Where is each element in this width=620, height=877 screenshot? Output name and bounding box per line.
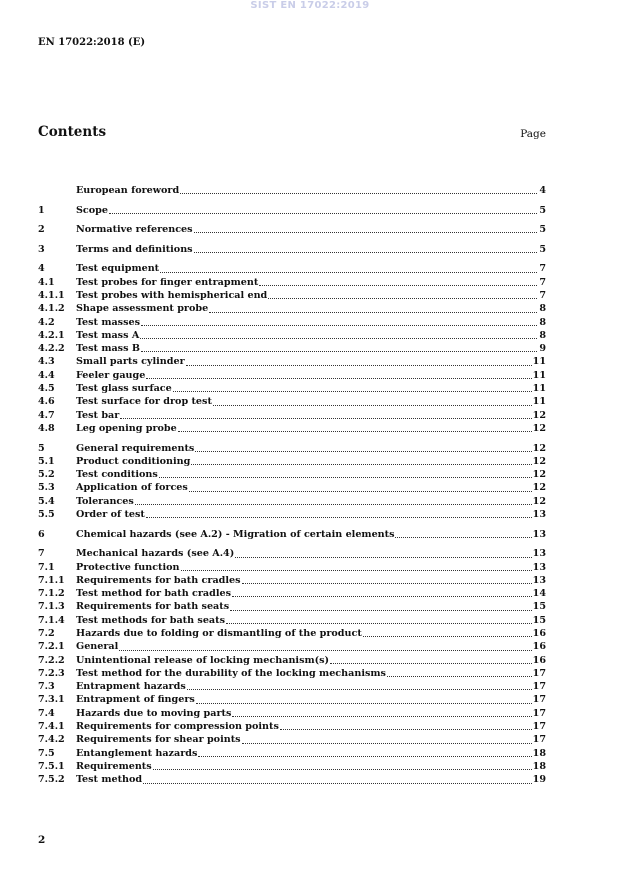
toc-entry[interactable] [38,395,546,408]
toc-entry[interactable] [38,468,546,481]
dot-leader [232,716,531,717]
toc-entry-label: Entanglement hazards [76,747,198,759]
toc-entry-page: 5 [539,224,546,236]
toc-entry-number: 2 [38,224,45,236]
toc-entry[interactable] [38,481,546,494]
page-column-label: Page [520,128,546,140]
toc-entry-number: 7.2 [38,627,55,639]
toc-entry-page: 17 [532,667,546,679]
toc-entry-label: Test mass B [76,343,140,355]
toc-entry-label: Requirements for bath seats [76,601,230,613]
toc-entry-label: Tolerances [76,495,134,507]
toc-entry-label: General [76,641,119,653]
toc-entry-page: 13 [532,574,546,586]
dot-leader [135,504,532,505]
dot-leader [191,464,531,465]
dot-leader [242,583,532,584]
toc-entry-page: 8 [539,329,546,341]
dot-leader [194,232,537,233]
toc-entry-number: 4.2 [38,316,55,328]
toc-entry-number: 7.1.3 [38,601,65,613]
toc-entry-number: 7.4 [38,707,55,719]
toc-entry-label: Requirements for shear points [76,734,241,746]
toc-entry-number: 7.2.1 [38,641,65,653]
toc-entry-number: 1 [38,204,45,216]
toc-entry-label: Normative references [76,224,193,236]
toc-entry-number: 7.1.2 [38,588,65,600]
toc-entry-number: 7.1.4 [38,614,65,626]
toc-entry-label: Test method for bath cradles [76,588,231,600]
dot-leader [196,703,532,704]
toc-entry[interactable] [38,276,546,289]
dot-leader [195,451,531,452]
toc-entry[interactable] [38,640,546,653]
toc-entry-label: Requirements for compression points [76,721,279,733]
toc-entry[interactable] [38,693,546,706]
toc-entry-number: 7.3 [38,681,55,693]
dot-leader [213,405,532,406]
toc-entry[interactable] [38,680,546,693]
toc-entry-number: 3 [38,243,45,255]
dot-leader [140,338,537,339]
toc-entry-label: Product conditioning [76,455,191,467]
dot-leader [232,596,532,597]
toc-entry-number: 7.5 [38,747,55,759]
toc-entry-label: Test mass A [76,329,140,341]
toc-entry[interactable] [38,422,546,435]
toc-entry-page: 12 [532,409,546,421]
toc-entry-number: 5.4 [38,495,55,507]
toc-entry-label: Requirements [76,760,152,772]
toc-entry-label: Order of test [76,509,145,521]
dot-leader [160,272,537,273]
toc-entry-label: Test equipment [76,263,160,275]
toc-entry-number: 7.3.1 [38,694,65,706]
dot-leader [159,477,532,478]
toc-entry-number: 7.1 [38,561,55,573]
toc-entry-number: 4.5 [38,383,55,395]
toc-entry-label: Hazards due to moving parts [76,707,232,719]
toc-entry-label: Shape assessment probe [76,303,209,315]
toc-entry-number: 4.1.1 [38,289,65,301]
dot-leader [363,636,532,637]
toc-entry-number: 4.8 [38,422,55,434]
toc-entry-label: Small parts cylinder [76,356,185,368]
toc-entry-number: 4.3 [38,356,55,368]
dot-leader [259,285,537,286]
toc-entry[interactable] [38,614,546,627]
toc-entry-page: 11 [532,396,546,408]
toc-entry[interactable] [38,342,546,355]
dot-leader [119,650,531,651]
toc-entry[interactable] [38,355,546,368]
toc-entry-number: 5.1 [38,455,55,467]
dot-leader [109,213,537,214]
toc-entry[interactable] [38,528,546,541]
document-id: EN 17022:2018 (E) [38,37,146,48]
toc-entry-page: 19 [532,774,546,786]
dot-leader [226,623,532,624]
toc-entry[interactable] [38,627,546,640]
dot-leader [146,378,531,379]
dot-leader [387,676,532,677]
toc-entry[interactable] [38,574,546,587]
toc-entry-page: 17 [532,734,546,746]
toc-entry-label: Test glass surface [76,383,172,395]
dot-leader [146,517,532,518]
dot-leader [186,365,532,366]
toc-entry[interactable] [38,547,546,560]
toc-entry-page: 16 [532,627,546,639]
toc-entry[interactable] [38,600,546,613]
toc-entry[interactable] [38,223,546,236]
toc-entry-label: Test conditions [76,469,158,481]
toc-entry-page: 11 [532,383,546,395]
toc-entry-label: Test surface for drop test [76,396,212,408]
toc-entry-page: 11 [532,369,546,381]
toc-entry-label: European foreword [76,185,180,196]
toc-entry-page: 13 [532,548,546,560]
toc-entry-page: 16 [532,654,546,666]
toc-entry-page: 8 [539,303,546,315]
dot-leader [198,756,531,757]
toc-entry-number: 5 [38,442,45,454]
dot-leader [395,537,531,538]
dot-leader [194,252,537,253]
toc-entry[interactable] [38,733,546,746]
toc-entry[interactable] [38,455,546,468]
toc-entry-label: Protective function [76,561,180,573]
toc-entry-label: Scope [76,204,108,216]
toc-entry[interactable] [38,409,546,422]
toc-entry-page: 17 [532,707,546,719]
toc-entry[interactable] [38,707,546,720]
toc-entry-label: General requirements [76,442,195,454]
toc-entry-page: 17 [532,681,546,693]
toc-entry-number: 5.3 [38,482,55,494]
toc-entry-label: Test method for the durability of the locking mechanisms [76,667,386,679]
toc-entry-page: 4 [539,185,546,196]
dot-leader [141,325,537,326]
dot-leader [209,312,537,313]
dot-leader [141,351,537,352]
toc-entry-number: 4.1 [38,276,55,288]
toc-entry-page: 7 [539,276,546,288]
toc-entry[interactable] [38,667,546,680]
toc-entry[interactable] [38,720,546,733]
dot-leader [330,663,532,664]
toc-entry-number: 7 [38,548,45,560]
toc-entry-page: 17 [532,721,546,733]
toc-entry-page: 7 [539,289,546,301]
toc-entry-number: 7.5.1 [38,760,65,772]
toc-entry-page: 18 [532,747,546,759]
dot-leader [187,689,532,690]
toc-entry[interactable] [38,561,546,574]
table-of-contents [38,184,546,787]
toc-entry[interactable] [38,369,546,382]
toc-entry-page: 16 [532,641,546,653]
toc-entry-number: 4.2.2 [38,343,65,355]
watermark: SIST EN 17022:2019 [250,0,370,11]
dot-leader [235,557,531,558]
dot-leader [120,418,531,419]
toc-entry-number: 4 [38,263,45,275]
toc-entry-page: 13 [532,561,546,573]
toc-entry-label: Chemical hazards (see A.2) - Migration of certain elements [76,528,395,540]
toc-entry-number: 7.4.1 [38,721,65,733]
toc-entry-label: Test probes with hemispherical end [76,289,268,301]
dot-leader [280,729,532,730]
toc-entry[interactable] [38,302,546,315]
toc-entry[interactable] [38,243,546,256]
toc-entry-label: Requirements for bath cradles [76,574,241,586]
toc-entry[interactable] [38,289,546,302]
toc-entry-number: 7.1.1 [38,574,65,586]
dot-leader [173,391,532,392]
page-title: Contents [38,124,107,140]
dot-leader [189,491,532,492]
toc-entry-number: 4.6 [38,396,55,408]
toc-entry[interactable] [38,382,546,395]
toc-entry-page: 5 [539,243,546,255]
toc-entry-number: 7.5.2 [38,774,65,786]
toc-entry-number: 4.4 [38,369,55,381]
toc-entry-number: 5.2 [38,469,55,481]
toc-entry-number: 4.2.1 [38,329,65,341]
toc-entry-page: 5 [539,204,546,216]
toc-entry-label: Entrapment of fingers [76,694,195,706]
toc-entry-number: 6 [38,528,45,540]
toc-entry-page: 17 [532,694,546,706]
toc-entry[interactable] [38,508,546,521]
footer-page-number: 2 [38,834,46,846]
toc-entry-number: 7.2.3 [38,667,65,679]
toc-entry[interactable] [38,760,546,773]
toc-entry-label: Test method [76,774,143,786]
toc-entry[interactable] [38,184,546,197]
dot-leader [268,298,537,299]
toc-entry-page: 12 [532,455,546,467]
toc-entry-page: 12 [532,495,546,507]
toc-entry[interactable] [38,262,546,275]
toc-entry-page: 18 [532,760,546,772]
toc-entry-label: Test bar [76,409,120,421]
toc-entry-label: Feeler gauge [76,369,146,381]
toc-entry-page: 13 [532,509,546,521]
toc-entry-label: Unintentional release of locking mechanism(s) [76,654,330,666]
dot-leader [178,431,532,432]
toc-entry[interactable] [38,204,546,217]
toc-entry-page: 12 [532,482,546,494]
dot-leader [153,769,532,770]
toc-entry[interactable] [38,329,546,342]
toc-entry-label: Application of forces [76,482,188,494]
toc-entry-page: 12 [532,442,546,454]
dot-leader [181,570,532,571]
dot-leader [230,610,532,611]
toc-entry-page: 12 [532,422,546,434]
toc-entry-number: 4.1.2 [38,303,65,315]
toc-entry-page: 15 [532,601,546,613]
toc-entry-label: Leg opening probe [76,422,177,434]
toc-entry[interactable] [38,495,546,508]
toc-entry-page: 7 [539,263,546,275]
toc-entry-label: Test methods for bath seats [76,614,225,626]
toc-entry[interactable] [38,654,546,667]
toc-entry[interactable] [38,747,546,760]
toc-entry[interactable] [38,316,546,329]
toc-entry-label: Test probes for finger entrapment [76,276,259,288]
toc-entry[interactable] [38,587,546,600]
toc-entry-page: 12 [532,469,546,481]
dot-leader [180,193,537,194]
toc-entry-number: 5.5 [38,509,55,521]
toc-entry-page: 9 [539,343,546,355]
toc-entry-number: 4.7 [38,409,55,421]
toc-entry[interactable] [38,442,546,455]
toc-entry-label: Test masses [76,316,140,328]
toc-entry[interactable] [38,773,546,786]
toc-entry-label: Mechanical hazards (see A.4) [76,548,235,560]
dot-leader [143,783,532,784]
toc-entry-label: Terms and definitions [76,243,193,255]
dot-leader [242,743,532,744]
toc-entry-number: 7.2.2 [38,654,65,666]
toc-entry-page: 14 [532,588,546,600]
toc-entry-label: Entrapment hazards [76,681,186,693]
toc-entry-page: 11 [532,356,546,368]
toc-entry-page: 13 [532,528,546,540]
toc-entry-number: 7.4.2 [38,734,65,746]
toc-entry-page: 15 [532,614,546,626]
toc-entry-page: 8 [539,316,546,328]
toc-entry-label: Hazards due to folding or dismantling of the product [76,627,362,639]
